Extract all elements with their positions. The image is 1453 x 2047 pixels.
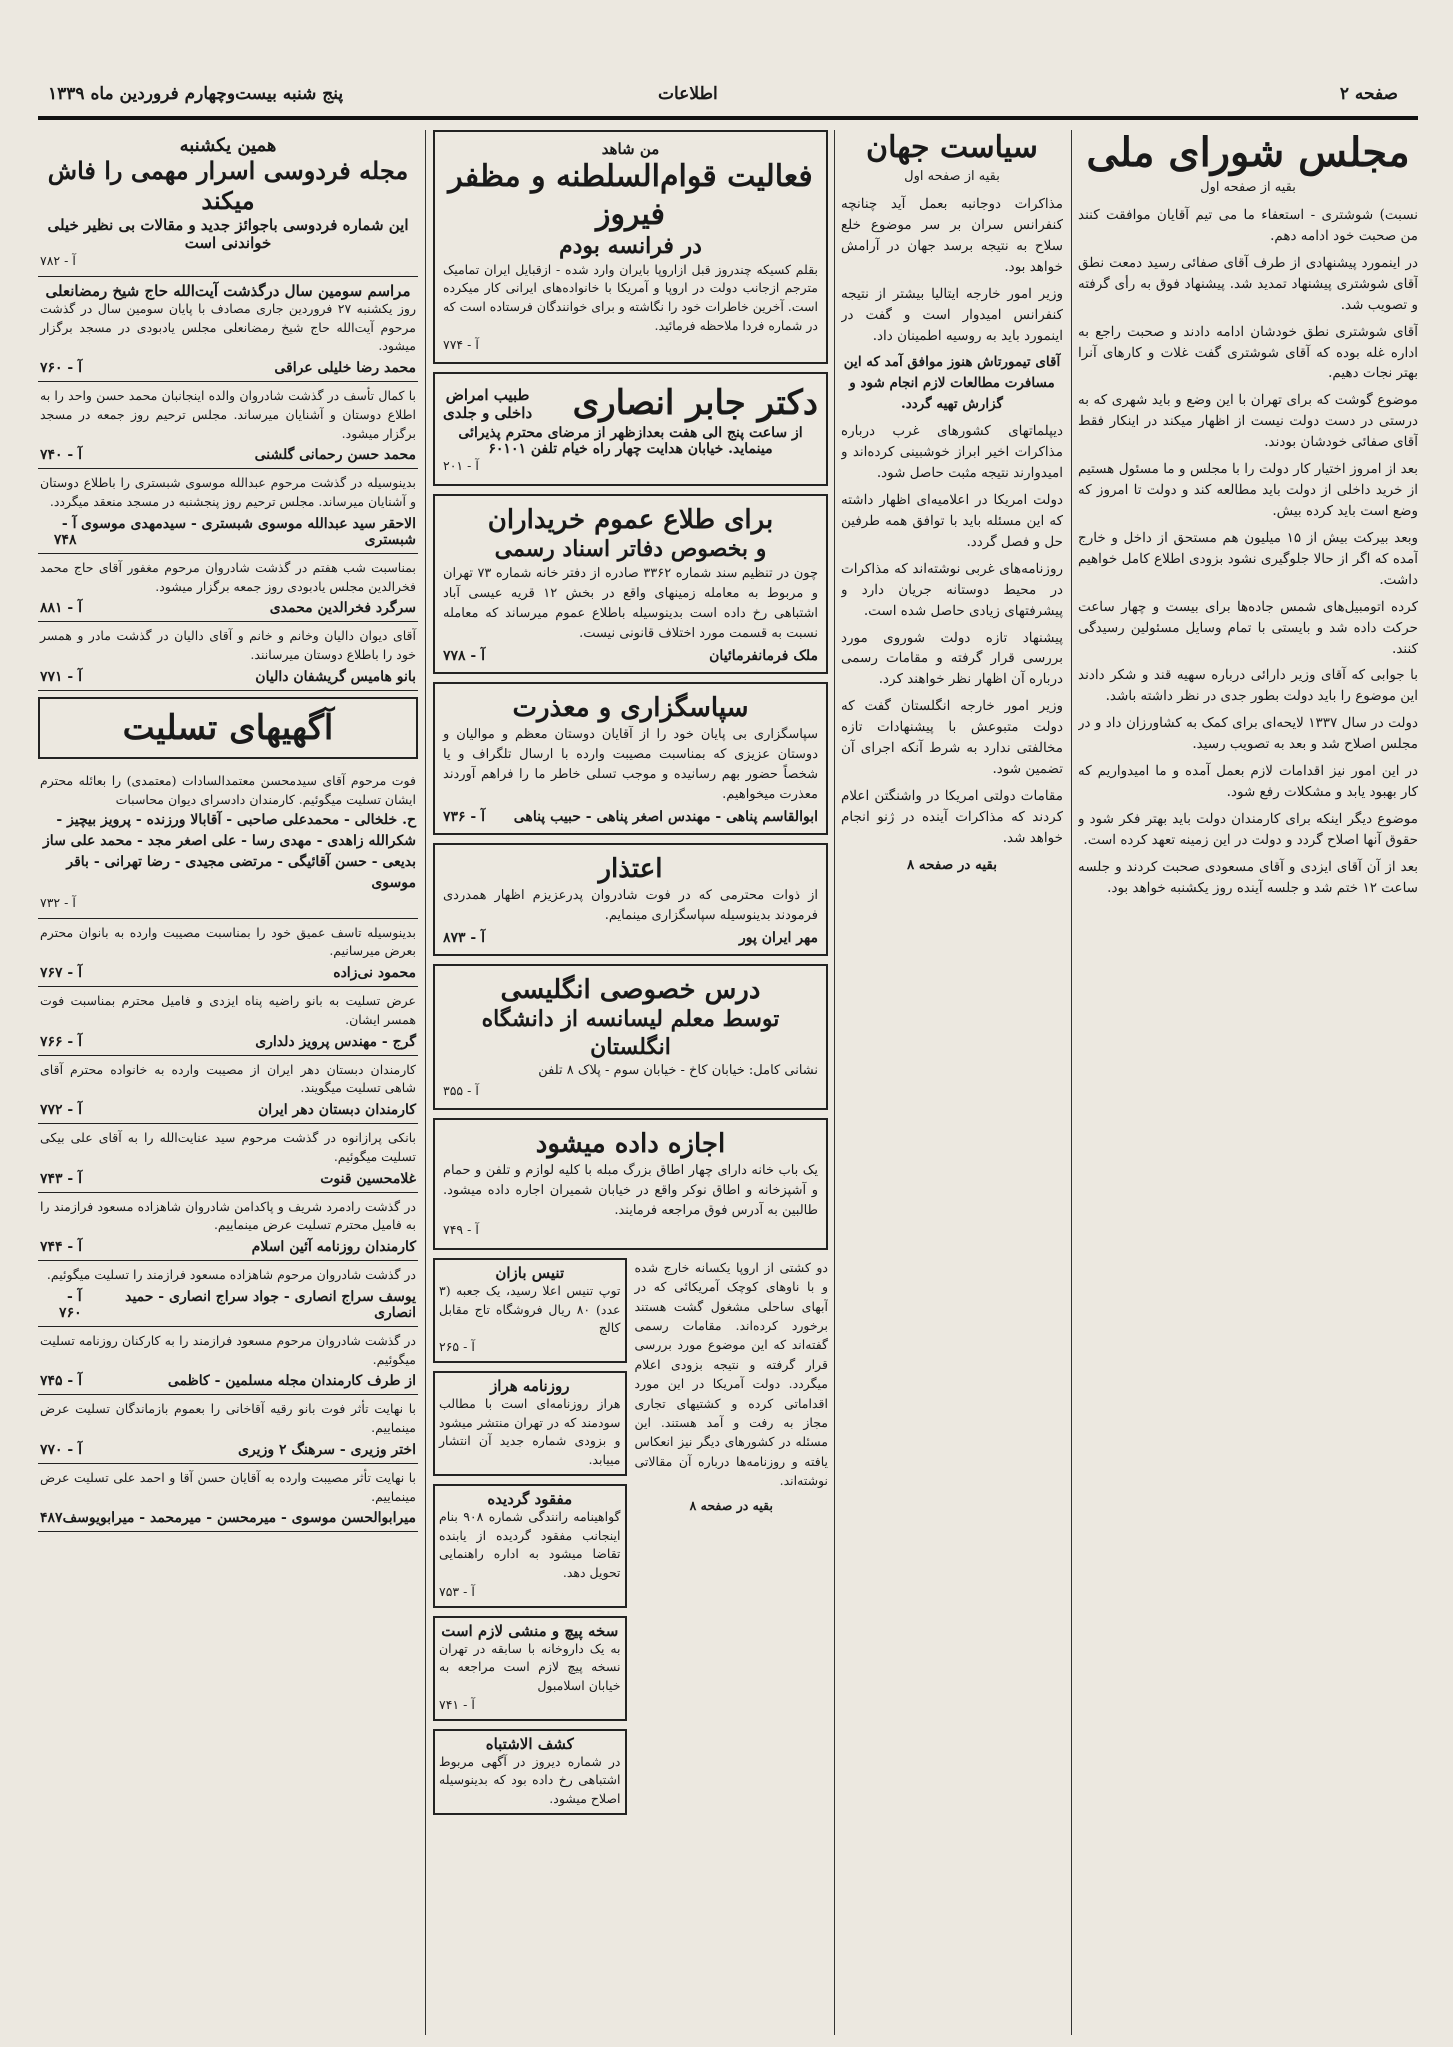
condolence-notice bbox=[38, 1193, 418, 1262]
paragraph: آقای شوشتری نطق خودشان ادامه دادند و صحبت راجع به اداره غله بوده که آقای شوشتری گفت غلات و کارهای آنرا بهتر نجات دهیم. bbox=[1078, 323, 1418, 382]
world-politics-continued: بقیه از صفحه اول bbox=[904, 169, 1000, 184]
paragraph: با جوابی که آقای وزیر دارائی درباره سهیه قند و شکر دادند این موضوع را باید دولت بطور جدی در نظر داشته باشد. bbox=[1078, 667, 1418, 705]
thanks-ad bbox=[433, 682, 828, 835]
small-ad bbox=[433, 1371, 627, 1476]
condolence-body: کارمندان دبستان دهر ایران از مصیبت وارده به خانواده محترم آقای شاهی تسلیت میگویند. bbox=[40, 1061, 416, 1096]
small-ad-title: روزنامه هراز bbox=[490, 1376, 570, 1395]
rent-body: یک باب خانه دارای چهار اطاق بزرگ مبله با کلیه لوازم و تلفن و حمام و آشپزخانه و اطاق نوکر واقع در خیابان شمیران اجاره داده میشود. طالبین به آدرس فوق مراجعه فرمایند. bbox=[443, 1162, 818, 1219]
thanks-sign: ابوالقاسم پناهی - مهندس اصغر پناهی - حبیب پناهی bbox=[513, 809, 818, 826]
ad-code: آ - ۷۴۴ bbox=[40, 1239, 83, 1255]
condolence-body: فوت مرحوم آقای سیدمحسن معتمدالسادات (معتمدی) را بعائله محترم ایشان تسلیت میگوئیم. کارمندان دادسرای دیوان محاسبات bbox=[40, 773, 416, 807]
ad-code: آ - ۸۸۱ bbox=[40, 600, 83, 617]
thanks-title: سپاسگزاری و معذرت bbox=[512, 693, 749, 724]
majlis-body bbox=[1078, 205, 1418, 899]
paragraph: دولت در سال ۱۳۳۷ لایحه‌ای برای کمک به کشاورزان داد و در مجلس اصلاح شد و بعد به تصویب رسید. bbox=[1078, 715, 1418, 753]
feature-subtitle: در فرانسه بودم bbox=[559, 233, 702, 259]
small-ad-title: مفقود گردیده bbox=[487, 1489, 573, 1508]
condolence-sign: کارمندان دبستان دهر ایران bbox=[258, 1102, 416, 1118]
magazine-body: این شماره فردوسی باجوائز جدید و مقالات بی نظیر خیلی خواندنی است bbox=[47, 216, 409, 252]
doctor-specialty: داخلی و جلدی bbox=[443, 403, 533, 422]
paragraph: دیپلماتهای کشورهای غرب درباره مذاکرات اخیر ابراز خوشبینی کرده‌اند و امیدوارند نتیجه مثبت حاصل شود. bbox=[841, 423, 1063, 482]
condolence-sign: از طرف کارمندان مجله مسلمین - کاظمی bbox=[167, 1373, 416, 1390]
small-ad-title: کشف الاشتباه bbox=[485, 1734, 574, 1753]
ad-code: آ - ۷۶۰ bbox=[40, 360, 83, 376]
memorial-notice bbox=[38, 277, 418, 382]
condolence-notice bbox=[38, 1327, 418, 1396]
condolence-body: در گذشت رادمرد شریف و پاکدامن شادروان شاهزاده مسعود فرازمند را به فامیل محترم تسلیت عرض مینماییم. bbox=[40, 1198, 416, 1233]
continued-note: بقیه در صفحه ۸ bbox=[689, 1498, 773, 1514]
ad-code: آ - ۷۶۷ bbox=[40, 965, 83, 981]
small-ad-title: تنیس بازان bbox=[495, 1263, 565, 1282]
ad-code: آ - ۷۷۸ bbox=[443, 648, 486, 665]
majlis-title: مجلس شورای ملی bbox=[1086, 130, 1410, 176]
english-subtitle: توسط معلم لیسانسه از دانشگاه انگلستان bbox=[481, 1006, 780, 1060]
issue-date: پنج شنبه بیست‌وچهارم فروردین ماه ۱۳۳۹ bbox=[48, 84, 344, 104]
notice-sign: ملک فرمانفرمائیان bbox=[709, 648, 818, 665]
apology-ad bbox=[433, 843, 828, 956]
ad-code: آ - ۷۴۹ bbox=[443, 1222, 479, 1238]
doctor-specialty: طبیب امراض bbox=[445, 385, 530, 404]
paragraph: آقای تیمورتاش هنوز موافق آمد که این مسافرت مطالعات لازم انجام شود و گزارش تهیه گردد. bbox=[843, 354, 1061, 413]
condolence-notice bbox=[38, 767, 418, 918]
thanks-body: سپاسگزاری بی پایان خود را از آقایان دوستان معظم و موالیان و دوستان عزیزی که بمناسبت مصیبت وارده با ارسال تلگراف و یا شخصاً حضور بهم رسانیده و موجب تسلی خاطر ما را فراهم آوردند معذرت میخواهیم. bbox=[443, 726, 818, 802]
memorial-notice bbox=[38, 622, 418, 691]
doctor-address: مینماید. خیابان هدایت چهار راه خیام تلفن ۶۰۱۰۱ bbox=[488, 440, 773, 457]
notice-subtitle: و بخصوص دفاتر اسناد رسمی bbox=[494, 536, 767, 562]
memorial-body: بدینوسیله در گذشت مرحوم عبدالله موسوی شبستری را باطلاع دوستان و آشنایان میرساند. مجلس ترحیم روز پنجشنبه در مسجد منعقد میگردد. bbox=[40, 475, 416, 509]
ad-code: آ - ۷۴۸ bbox=[53, 515, 77, 548]
small-ad-title: سخه پیچ و منشی لازم است bbox=[441, 1621, 619, 1640]
ad-code: آ - ۳۵۵ bbox=[443, 1082, 479, 1098]
condolence-sign: میرابوالحسن موسوی - میرمحسن - میرمحمد - میرابویوسف bbox=[62, 1510, 416, 1527]
ad-code: آ - ۷۸۲ bbox=[40, 253, 76, 268]
condolence-body: در گذشت شادروان مرحوم شاهزاده مسعود فرازمند را تسلیت میگوئیم. bbox=[46, 1267, 416, 1282]
paragraph: در این امور نیز اقدامات لازم بعمل آمده و ما امیدواریم که کار بهبود یابد و مشکلات رفع شود. bbox=[1078, 763, 1418, 801]
condolence-section-header bbox=[38, 697, 418, 760]
condolence-heading: آگهیهای تسلیت bbox=[122, 707, 334, 748]
ad-code: آ - ۲۰۱ bbox=[443, 457, 479, 473]
condolence-notice bbox=[38, 1261, 418, 1327]
world-politics-title: سیاست جهان bbox=[866, 130, 1038, 165]
paragraph: بعد از آن آقای ایزدی و آقای مسعودی صحبت کردند و جلسه ساعت ۱۲ ختم شد و جلسه آینده روز یکشنبه خواهد بود. bbox=[1078, 858, 1418, 896]
paragraph: پیشنهاد تازه دولت شوروی مورد بررسی قرار گرفته و مقامات رسمی درباره آن اظهار نظر خواهند کرد. bbox=[841, 629, 1063, 688]
condolence-sign: گرج - مهندس پرویز دلداری bbox=[255, 1033, 416, 1050]
column-divider bbox=[834, 130, 835, 2035]
apology-title: اعتذار bbox=[598, 854, 663, 885]
notices-column bbox=[38, 130, 418, 2035]
small-ad-body: هراز روزنامه‌ای است با مطالب سودمند که در تهران منتشر میشود و بزودی شماره جدید آن انتشار مییابد. bbox=[439, 1395, 621, 1468]
ad-code: آ - ۸۷۳ bbox=[443, 929, 486, 946]
condolence-notice bbox=[38, 919, 418, 988]
ad-code: آ - ۷۷۴ bbox=[443, 336, 479, 352]
world-politics-body bbox=[841, 194, 1063, 876]
ad-code: آ - ۷۷۰ bbox=[40, 1441, 83, 1458]
small-ad-body: گواهینامه رانندگی شماره ۹۰۸ بنام اینجانب مفقود گردیده از یابنده تقاضا میشود به اداره راهنمایی تحویل دهد. bbox=[439, 1508, 621, 1581]
memorial-notice bbox=[38, 469, 418, 554]
condolence-notice bbox=[38, 987, 418, 1056]
notice-body: چون در تنظیم سند شماره ۳۳۶۲ صادره از دفتر خانه شماره ۷۳ تهران و مربوط به معامله زمینهای واقع در بخش ۱۲ قریه عیسی آباد اشتباهی رخ داده است بدینوسیله باطلاع عموم میرساند که معامله نسبت به قسمت مورد اختلاف قانونی نیست. bbox=[443, 565, 819, 641]
newspaper-page bbox=[38, 60, 1418, 2035]
buyers-notice bbox=[433, 494, 828, 675]
english-body: نشانی کامل: خیابان کاخ - خیابان سوم - پلاک ۸ تلفن bbox=[538, 1063, 818, 1079]
small-ad bbox=[433, 1258, 627, 1363]
condolence-names: ح. خلخالی - محمدعلی صاحبی - آقابالا ورزنده - پرویز بیچیز - شکرالله زاهدی - مهدی رسا - علی اصغر مجد - محمد علی ساز بدیعی - حسن آقائیگی - مرتضی مجیدی - رضا تهرانی - باقر موسوی bbox=[43, 811, 416, 891]
feature-body: بقلم کسیکه چندروز قبل ازاروپا بایران وارد شده - ازقبایل ایران تمامیک مترجم ازجانب دولت در اروپا و آمریکا با خانواده‌های ایرانی کار میکرده است. آخرین خاطرات خود را نگاشته و برای خوانندگان فرستاده است که در شماره فردا ملاحظه فرمائید. bbox=[442, 261, 818, 333]
ad-code: آ - ۷۵۳ bbox=[439, 1583, 475, 1599]
paragraph: روزنامه‌های غربی نوشته‌اند که مذاکرات در محیط دوستانه جریان دارد و پیشرفتهای زیادی حاصل شده است. bbox=[841, 560, 1063, 619]
doctor-ad bbox=[433, 372, 828, 485]
condolence-sign: کارمندان روزنامه آئین اسلام bbox=[251, 1239, 416, 1255]
rent-title: اجازه داده میشود bbox=[535, 1129, 726, 1160]
ad-code: آ - ۷۷۱ bbox=[40, 668, 83, 685]
memorial-notice bbox=[38, 554, 418, 623]
notice-title: برای طلاع عموم خریداران bbox=[487, 504, 774, 535]
ad-code: آ - ۷۴۱ bbox=[439, 1696, 475, 1712]
ad-code: آ - ۷۳۲ bbox=[40, 894, 76, 910]
condolence-sign: اختر وزیری - سرهنگ ۲ وزیری bbox=[237, 1441, 416, 1458]
condolence-body: بدینوسیله تاسف عمیق خود را بمناسبت مصیبت وارده به بانوان محترم بعرض میرسانیم. bbox=[40, 924, 416, 959]
page-number: صفحه ۲ bbox=[1339, 84, 1398, 104]
memorial-sign: محمد حسن رحمانی گلشنی bbox=[254, 447, 416, 464]
ad-code: آ - ۷۶۶ bbox=[40, 1033, 83, 1050]
apology-sign: مهر ایران پور bbox=[739, 929, 818, 946]
ad-code: ۴۸۷ bbox=[40, 1510, 63, 1527]
column-divider bbox=[425, 130, 426, 2035]
paragraph: در اینمورد پیشنهادی از طرف آقای صفائی رسید دمعت نطق آقای شوشتری پیشنهاد تمدید شد. پیشنهاد فوق به رأی گرفته و تصویب شد. bbox=[1078, 254, 1418, 313]
memorial-notice bbox=[38, 382, 418, 469]
memorial-body: با کمال تأسف در گذشت شادروان والده اینجانبان محمد حسن واحد را به اطلاع دوستان و آشنایان میرساند. مجلس ترحیم روز جمعه در مسجد برگزار میشود. bbox=[40, 388, 416, 441]
feature-article bbox=[433, 130, 828, 364]
condolence-notice bbox=[38, 1124, 418, 1193]
memorial-title: مراسم سومین سال درگذشت آیت‌الله حاج شیخ رمضانعلی bbox=[45, 281, 411, 300]
condolence-body: در گذشت شادروان مرحوم مسعود فرازمند را به کارکنان روزنامه تسلیت میگوئیم. bbox=[40, 1332, 416, 1367]
magazine-title: مجله فردوسی اسرار مهمی را فاش میکند bbox=[47, 156, 409, 215]
condolence-notice bbox=[38, 1464, 418, 1533]
ad-code: آ - ۷۴۰ bbox=[40, 447, 83, 464]
small-ad bbox=[433, 1484, 627, 1608]
condolence-body: عرض تسلیت به بانو راضیه پناه ایزدی و فامیل محترم بمناسبت فوت همسر ایشان. bbox=[40, 993, 416, 1027]
paragraph: دولت امریکا در اعلامیه‌ای اظهار داشته که این مسئله باید با توافق همه طرفین حل و فصل گردد. bbox=[841, 491, 1063, 550]
memorial-sign: محمد رضا خلیلی عراقی bbox=[274, 360, 416, 376]
ad-code: آ - ۷۴۳ bbox=[40, 1170, 83, 1187]
bottom-split bbox=[433, 1258, 828, 1823]
column-divider bbox=[1071, 130, 1072, 2035]
continued-note: بقیه در صفحه ۸ bbox=[906, 856, 998, 873]
memorial-sign: الاحقر سید عبدالله موسوی شبستری - سیدمهدی موسوی شبستری bbox=[80, 515, 416, 548]
magazine-kicker: همین یکشنبه bbox=[179, 135, 277, 156]
paragraph: مذاکرات دوجانبه بعمل آید چنانچه کنفرانس سران بر سر موضوع خلع سلاح به نتیجه برسد جهان در آرامش خواهد بود. bbox=[841, 196, 1063, 275]
paragraph: وزیر امور خارجه انگلستان گفت که دولت متبوعش با پیشنهادات تازه مخالفتی ندارد به شرط آنکه اجرای آن تضمین شود. bbox=[841, 698, 1063, 778]
apology-body: از ذوات محترمی که در فوت شادروان پدرعزیزم اظهار همدردی فرمودند بدینوسیله سپاسگزاری مینمایم. bbox=[443, 887, 818, 923]
paragraph: بعد از امروز اختیار کار دولت را با مجلس و ما مسئول هستیم از خرید داخلی از دولت باید مطالعه کند و دولت تا امروز که وضع است باید کرده بیش. bbox=[1078, 461, 1418, 519]
doctor-name: دکتر جابر انصاری bbox=[572, 383, 818, 424]
paragraph: کرده اتومبیل‌های شمس جاده‌ها برای بیست و چهار ساعت حرکت داده شد و بایستی با تمام وسایل مسئولین رسیدگی کنند. bbox=[1078, 598, 1418, 657]
english-title: درس خصوصی انگلیسی bbox=[500, 974, 761, 1005]
majlis-continued: بقیه از صفحه اول bbox=[1200, 180, 1296, 195]
small-ad bbox=[433, 1616, 627, 1721]
ad-code: آ - ۷۳۶ bbox=[443, 809, 486, 826]
condolence-sign: یوسف سراج انصاری - جواد سراج انصاری - حمید انصاری bbox=[125, 1288, 416, 1321]
doctor-hours: از ساعت پنج الی هفت بعدازظهر از مرضای محترم پذیرائی bbox=[458, 424, 803, 441]
page-header bbox=[38, 78, 1418, 114]
paper-name: اطلاعات bbox=[658, 84, 718, 104]
paragraph: وزیر امور خارجه ایتالیا بیشتر از نتیجه کنفرانس امیدوار است و گفت در اینمورد باید به روسیه اطمینان داد. bbox=[841, 285, 1063, 344]
memorial-sign: سرگرد فخرالدین محمدی bbox=[269, 600, 416, 617]
condolence-body: با نهایت تأثر فوت بانو رقیه آقاخانی را بعموم بازماندگان تسلیت عرض مینماییم. bbox=[40, 1401, 416, 1435]
paragraph: موضوع دیگر اینکه برای کارمندان دولت باید بهتر فکر شود و حقوق آنها اصلاح گردد و دولت در این زمینه تعهد کرده است. bbox=[1078, 810, 1418, 848]
feature-kicker: من شاهد bbox=[601, 140, 660, 158]
memorial-sign: بانو هامیس گریشفان دالیان bbox=[255, 668, 416, 685]
ad-code: آ - ۲۶۵ bbox=[439, 1339, 475, 1355]
condolence-notice bbox=[38, 1395, 418, 1464]
ad-code: آ - ۷۶۰ bbox=[59, 1288, 82, 1321]
paragraph: وبعد بیرکت بیش از ۱۵ میلیون هم مستحق از داخل و خارج آمده که اگر از حالا جلوگیری نشود بزودی اطلاع کامل خواهیم داشت. bbox=[1078, 529, 1418, 588]
majlis-column bbox=[1078, 130, 1418, 2035]
world-politics-column bbox=[841, 130, 1063, 2035]
bottom-article bbox=[635, 1258, 829, 1823]
paragraph: مقامات دولتی امریکا در واشنگتن اعلام کردند که مذاکرات آینده در ژنو انجام خواهد شد. bbox=[841, 787, 1063, 846]
condolence-sign: غلامحسین قنوت bbox=[320, 1170, 416, 1187]
small-ad-body: به یک داروخانه با سابقه در تهران نسخه پیچ لازم است مراجعه به خیابان اسلامبول bbox=[439, 1640, 621, 1694]
memorial-body: آقای دیوان دالیان وخانم و خانم و آقای دالیان در گذشت مادر و همسر خود را باطلاع دوستان میرسانند. bbox=[40, 628, 416, 662]
condolence-notice bbox=[38, 1056, 418, 1125]
magazine-ad bbox=[38, 130, 418, 277]
condolence-sign: محمود نی‌زاده bbox=[333, 965, 416, 981]
small-ad bbox=[433, 1729, 627, 1815]
small-ads bbox=[433, 1258, 627, 1823]
memorial-body: بمناسبت شب هفتم در گذشت شادروان مرحوم مغفور آقای حاج محمد فخرالدین مجلس یادبودی روز جمعه برگزار میشود. bbox=[40, 559, 416, 594]
english-lessons-ad bbox=[433, 964, 828, 1110]
paragraph: دو کشتی از اروپا یکسانه خارج شده و با ناوهای کوچک آمریکائی که در آبهای ساحلی مشغول گشت هستند برخورد کرده‌اند. مقامات رسمی گفته‌اند که این موضوع مورد بررسی قرار گرفته و نتیجه بزودی اعلام میگردد. دولت آمریکا در این مورد اقداماتی کرده و کشتیهای تجاری مجاز به رفت و آمد هستند. این مسئله در کشورهای دیگر نیز انعکاس یافته و روزنامه‌ها درباره آن مقالاتی نوشته‌اند. bbox=[634, 1259, 828, 1489]
feature-title: فعالیت قوام‌السلطنه و مظفر فیروز bbox=[448, 159, 813, 232]
ad-code: آ - ۷۴۵ bbox=[40, 1373, 83, 1390]
center-column bbox=[433, 130, 828, 2035]
paragraph: نسبت) شوشتری - استعفاء ما می تیم آقایان موافقت کنند من صحبت خود ادامه دهم. bbox=[1078, 207, 1418, 244]
small-ad-body: در شماره دیروز در آگهی مربوط اشتباهی رخ داده بود که بدینوسیله اصلاح میشود. bbox=[439, 1753, 621, 1807]
ad-code: آ - ۷۷۲ bbox=[40, 1102, 83, 1118]
small-ad-body: توپ تنیس اعلا رسید، یک جعبه (۳ عدد) ۸۰ ریال فروشگاه تاج مقابل کالج bbox=[439, 1282, 621, 1336]
paragraph: موضوع گوشت که برای تهران با این وضع و باید شهری که به درستی در دست دولت نیست از اظهار میکند در اینکار فقط آقای صفائی خودشان بودند. bbox=[1078, 392, 1418, 451]
header-rule bbox=[38, 116, 1418, 120]
rent-ad bbox=[433, 1118, 828, 1250]
condolence-body: با نهایت تأثر مصیبت وارده به آقایان حسن آقا و احمد علی تسلیت عرض مینماییم. bbox=[40, 1469, 416, 1504]
memorial-body: روز یکشنبه ۲۷ فروردین جاری مصادف با پایان سومین سال در گذشت مرحوم آیت‌الله حاج شیخ رمضانعلی مجلس یادبودی در مسجد برگزار میشود. bbox=[40, 300, 416, 354]
condolence-body: بانکی پرازانوه در گذشت مرحوم سید عنایت‌الله را به آقای علی بیکی تسلیت میگوئیم. bbox=[40, 1130, 416, 1164]
